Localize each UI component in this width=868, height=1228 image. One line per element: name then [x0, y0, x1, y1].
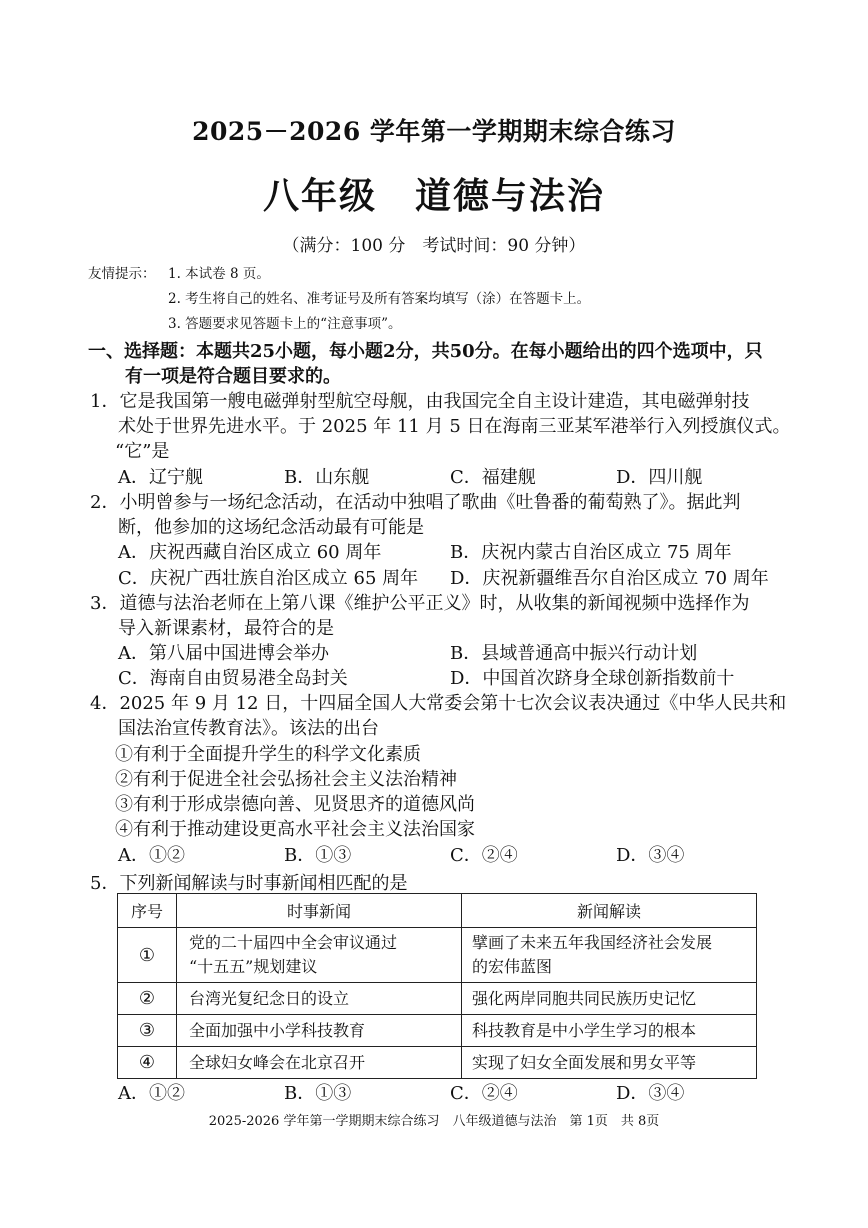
table-header-reading: 新闻解读 — [462, 894, 757, 928]
question-2-option-d[interactable]: D．庆祝新疆维吾尔自治区成立 70 周年 — [450, 568, 769, 589]
question-2-option-b[interactable]: B．庆祝内蒙古自治区成立 75 周年 — [450, 542, 732, 563]
tip-item-2: 2. 考生将自己的姓名、准考证号及所有答案均填写（涂）在答题卡上。 — [168, 291, 591, 307]
table-row — [118, 1015, 757, 1047]
question-4-statement-3: ③有利于形成崇德向善、见贤思齐的道德风尚 — [115, 794, 475, 815]
news-table — [117, 893, 757, 1079]
question-2-line-1: 2．小明曾参与一场纪念活动，在活动中独唱了歌曲《吐鲁番的葡萄熟了》。据此判 — [90, 492, 741, 513]
question-2-line-2: 断，他参加的这场纪念活动最有可能是 — [118, 517, 424, 538]
question-4-statement-1: ①有利于全面提升学生的科学文化素质 — [115, 744, 421, 765]
exam-title: 2025－2026 学年第一学期期末综合练习 — [192, 117, 676, 146]
table-header-num: 序号 — [118, 894, 177, 928]
question-3-option-b[interactable]: B．县域普通高中振兴行动计划 — [450, 643, 698, 664]
question-1-option-a[interactable]: A．辽宁舰 — [118, 467, 203, 488]
question-4-option-d[interactable]: D．③④ — [616, 845, 685, 866]
table-header-row — [118, 894, 757, 928]
table-cell-news: 全面加强中小学科技教育 — [177, 1015, 462, 1047]
table-cell-reading: 擘画了未来五年我国经济社会发展 的宏伟蓝图 — [462, 928, 757, 983]
question-1-option-b[interactable]: B．山东舰 — [284, 467, 370, 488]
question-4-statement-2: ②有利于促进全社会弘扬社会主义法治精神 — [115, 769, 457, 790]
table-cell-reading: 科技教育是中小学生学习的根本 — [462, 1015, 757, 1047]
score-info: （满分：100 分 考试时间：90 分钟） — [282, 236, 586, 256]
question-4-option-b[interactable]: B．①③ — [284, 845, 352, 866]
table-cell-news: 全球妇女峰会在北京召开 — [177, 1047, 462, 1079]
tip-item-3: 3. 答题要求见答题卡上的“注意事项”。 — [168, 316, 402, 332]
table-cell-num: ③ — [118, 1015, 177, 1047]
question-5-option-d[interactable]: D．③④ — [616, 1083, 685, 1104]
table-row — [118, 928, 757, 983]
question-1-option-d[interactable]: D．四川舰 — [616, 467, 703, 488]
question-1-line-1: 1．它是我国第一艘电磁弹射型航空母舰，由我国完全自主设计建造，其电磁弹射技 — [90, 391, 750, 412]
question-4-statement-4: ④有利于推动建设更高水平社会主义法治国家 — [115, 819, 475, 840]
question-5-option-c[interactable]: C．②④ — [450, 1083, 518, 1104]
question-5-option-a[interactable]: A．①② — [118, 1083, 185, 1104]
tip-item-1: 1. 本试卷 8 页。 — [168, 266, 270, 282]
question-5-line-1: 5．下列新闻解读与时事新闻相匹配的是 — [90, 873, 408, 894]
table-cell-num: ② — [118, 983, 177, 1015]
section-heading-cont: 有一项是符合题目要求的。 — [125, 366, 341, 387]
table-cell-num: ① — [118, 928, 177, 983]
question-4-option-c[interactable]: C．②④ — [450, 845, 518, 866]
table-header-news: 时事新闻 — [177, 894, 462, 928]
question-4-option-a[interactable]: A．①② — [118, 845, 185, 866]
question-1-option-c[interactable]: C．福建舰 — [450, 467, 536, 488]
question-2-option-a[interactable]: A．庆祝西藏自治区成立 60 周年 — [118, 542, 382, 563]
question-4-line-2: 国法治宣传教育法》。该法的出台 — [118, 718, 379, 739]
table-cell-news: 党的二十届四中全会审议通过 “十五五”规划建议 — [177, 928, 462, 983]
table-cell-num: ④ — [118, 1047, 177, 1079]
question-1-line-2: 术处于世界先进水平。于 2025 年 11 月 5 日在海南三亚某军港举行入列授旗仪式。 — [118, 416, 791, 437]
question-2-option-c[interactable]: C．庆祝广西壮族自治区成立 65 周年 — [118, 568, 419, 589]
table-cell-reading: 强化两岸同胞共同民族历史记忆 — [462, 983, 757, 1015]
tips-label: 友情提示： — [88, 266, 156, 282]
question-5-option-b[interactable]: B．①③ — [284, 1083, 352, 1104]
question-4-line-1: 4．2025 年 9 月 12 日，十四届全国人大常委会第十七次会议表决通过《中华人民共和 — [90, 693, 787, 714]
subject-title: 八年级 道德与法治 — [262, 175, 605, 217]
table-cell-news: 台湾光复纪念日的设立 — [177, 983, 462, 1015]
question-3-line-2: 导入新课素材，最符合的是 — [118, 618, 334, 639]
table-cell-reading: 实现了妇女全面发展和男女平等 — [462, 1047, 757, 1079]
table-row — [118, 1047, 757, 1079]
question-3-option-c[interactable]: C．海南自由贸易港全岛封关 — [118, 668, 348, 689]
table-row — [118, 983, 757, 1015]
question-3-option-a[interactable]: A．第八届中国进博会举办 — [118, 643, 329, 664]
question-3-option-d[interactable]: D．中国首次跻身全球创新指数前十 — [450, 668, 735, 689]
question-3-line-1: 3．道德与法治老师在上第八课《维护公平正义》时，从收集的新闻视频中选择作为 — [90, 593, 750, 614]
question-1-line-3: “它”是 — [115, 441, 170, 462]
page-footer: 2025-2026 学年第一学期期末综合练习 八年级道德与法治 第 1页 共 8页 — [208, 1114, 660, 1129]
section-heading: 一、选择题：本题共25小题，每小题2分，共50分。在每小题给出的四个选项中，只 — [88, 341, 763, 362]
